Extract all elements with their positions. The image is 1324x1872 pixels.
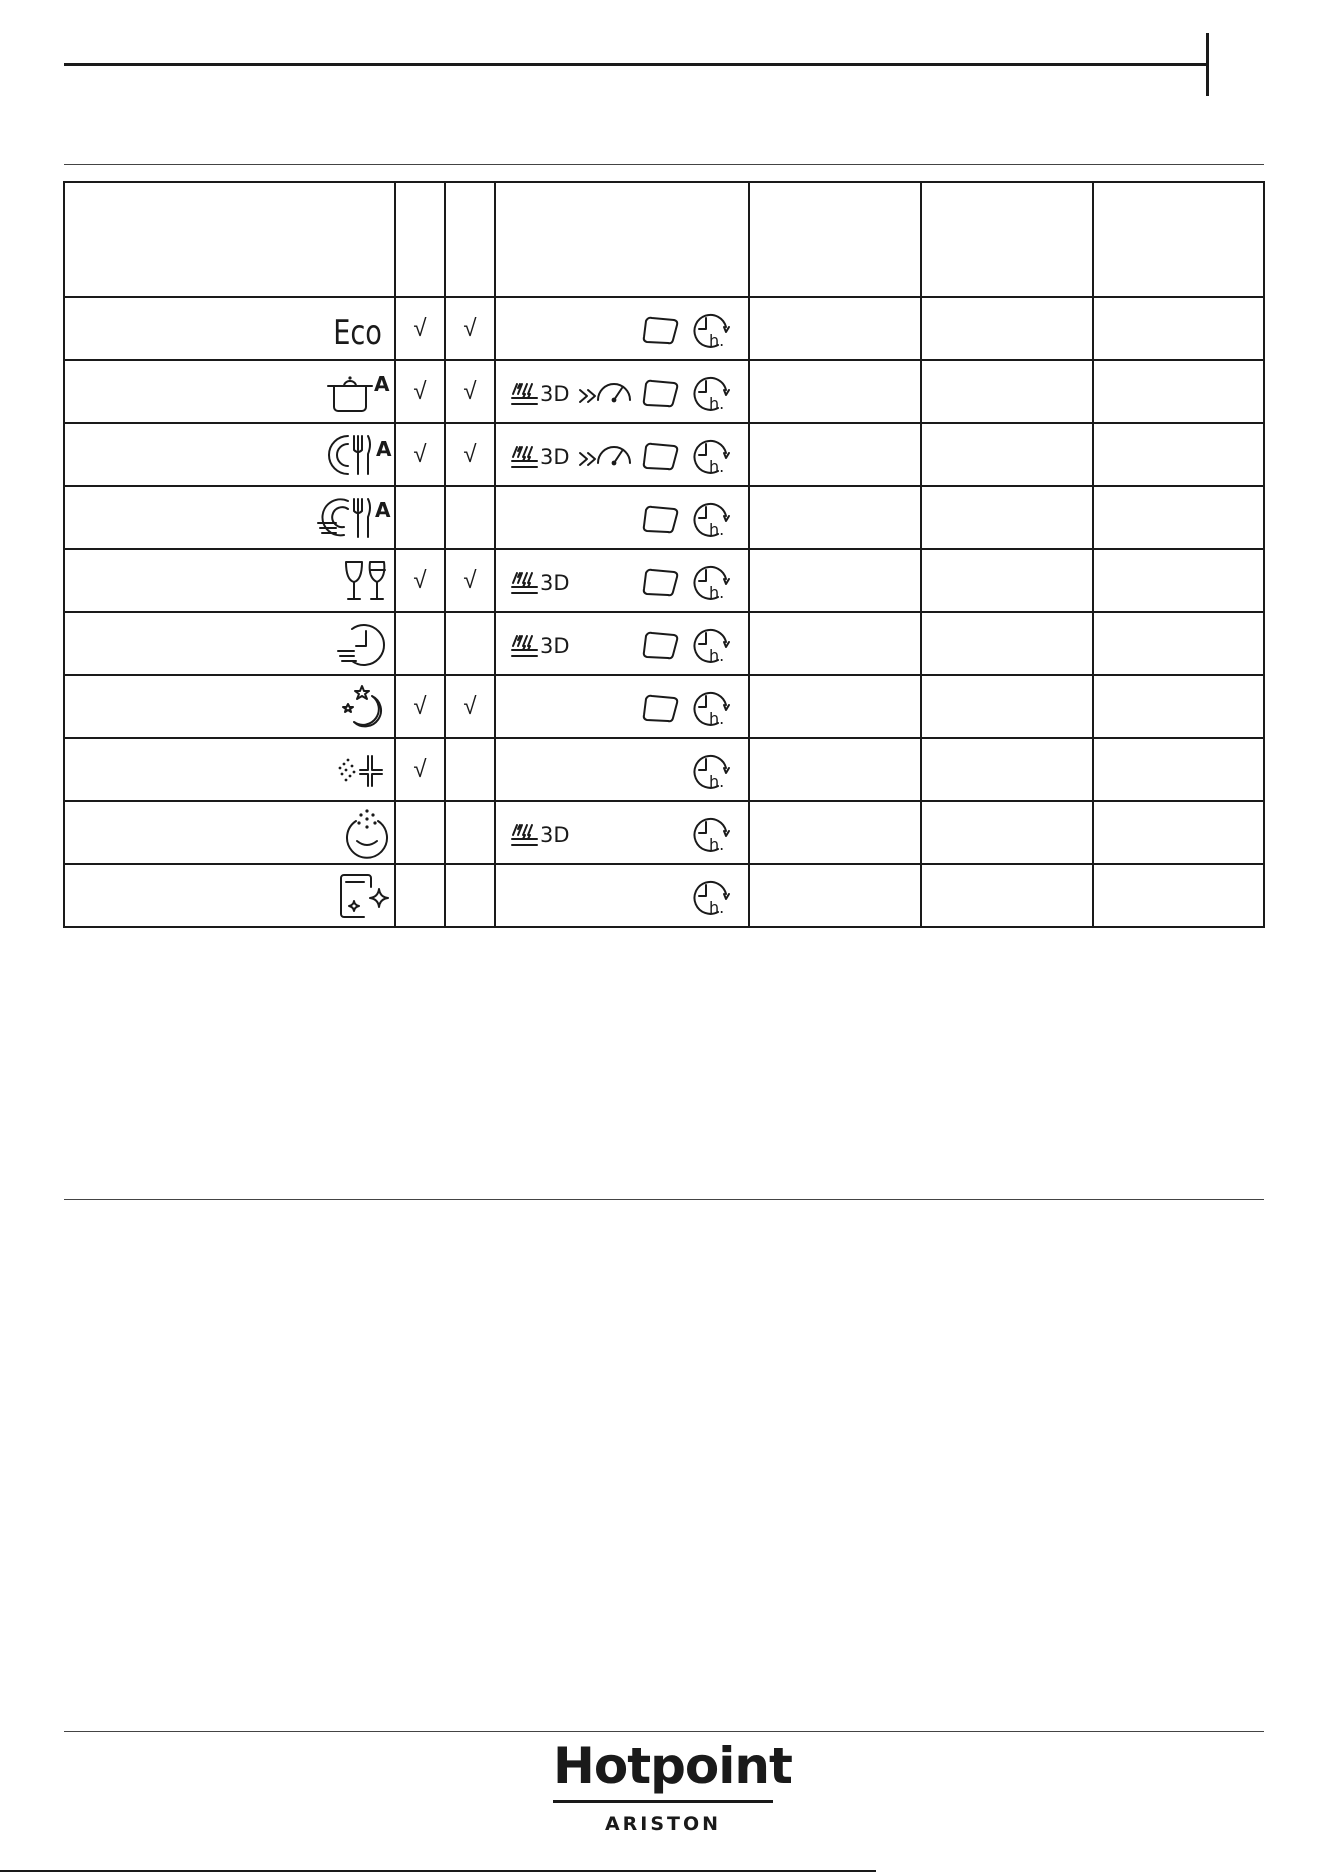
extra-dry-3d-icon xyxy=(509,439,577,473)
svg-text:3D: 3D xyxy=(540,633,570,658)
check-cell-a xyxy=(395,549,445,612)
check-mark: √ xyxy=(413,566,427,594)
header-cell-energy xyxy=(1093,182,1264,297)
svg-text:h.: h. xyxy=(709,771,725,790)
svg-text:h.: h. xyxy=(709,708,725,727)
check-cell-a xyxy=(395,612,445,675)
turbo-speed-icon xyxy=(578,439,638,473)
check-mark: √ xyxy=(463,377,477,405)
table-row xyxy=(64,486,1264,549)
options-cell xyxy=(495,360,749,423)
eco-icon xyxy=(330,307,394,351)
check-cell-b xyxy=(445,675,495,738)
header-cell-programme xyxy=(64,182,395,297)
check-cell-b xyxy=(445,612,495,675)
check-cell-b xyxy=(445,423,495,486)
tablet-icon xyxy=(640,565,682,599)
water-cell xyxy=(921,549,1093,612)
programme-cell xyxy=(64,801,395,864)
tablet-icon xyxy=(640,628,682,662)
energy-cell xyxy=(1093,864,1264,927)
table-header-row xyxy=(64,182,1264,297)
table-row xyxy=(64,549,1264,612)
svg-text:h.: h. xyxy=(709,897,725,916)
duration-cell xyxy=(749,549,921,612)
options-cell xyxy=(495,549,749,612)
delay-start-icon xyxy=(690,691,732,727)
energy-cell xyxy=(1093,360,1264,423)
duration-cell xyxy=(749,423,921,486)
check-cell-a xyxy=(395,360,445,423)
programme-cell xyxy=(64,612,395,675)
delay-start-icon xyxy=(690,502,732,538)
extra-dry-3d-icon xyxy=(509,565,577,599)
water-cell xyxy=(921,801,1093,864)
options-cell xyxy=(495,801,749,864)
delay-start-icon xyxy=(690,565,732,601)
delay-start-icon xyxy=(690,376,732,412)
footer-rule xyxy=(64,1731,1264,1732)
delay-start-icon xyxy=(690,754,732,790)
top-tick xyxy=(1206,33,1209,96)
programme-cell xyxy=(64,423,395,486)
check-cell-b xyxy=(445,549,495,612)
energy-cell xyxy=(1093,297,1264,360)
duration-cell xyxy=(749,612,921,675)
svg-text:h.: h. xyxy=(709,645,725,664)
check-mark: √ xyxy=(413,692,427,720)
check-cell-b xyxy=(445,297,495,360)
header-cell-options xyxy=(495,182,749,297)
check-cell-b xyxy=(445,738,495,801)
energy-cell xyxy=(1093,486,1264,549)
svg-text:A: A xyxy=(376,436,392,461)
svg-text:3D: 3D xyxy=(540,822,570,847)
programme-cell xyxy=(64,486,395,549)
section-rule-2 xyxy=(64,1199,1264,1200)
check-cell-a xyxy=(395,864,445,927)
table-row xyxy=(64,675,1264,738)
options-cell xyxy=(495,675,749,738)
svg-text:A: A xyxy=(375,497,391,522)
turbo-speed-icon xyxy=(578,376,638,410)
tablet-icon xyxy=(640,691,682,725)
svg-text:3D: 3D xyxy=(540,381,570,406)
energy-cell xyxy=(1093,612,1264,675)
check-mark: √ xyxy=(413,314,427,342)
check-cell-a xyxy=(395,675,445,738)
check-mark: √ xyxy=(413,755,427,783)
duration-cell xyxy=(749,801,921,864)
header-cell-duration xyxy=(749,182,921,297)
tablet-icon xyxy=(640,439,682,473)
svg-text:h.: h. xyxy=(709,519,725,538)
duration-cell xyxy=(749,360,921,423)
smile-bubbles-icon xyxy=(340,807,394,859)
pot-auto-icon xyxy=(324,369,394,415)
delay-start-icon xyxy=(690,880,732,916)
programme-cell xyxy=(64,675,395,738)
wine-glasses-icon xyxy=(340,558,394,604)
check-cell-a xyxy=(395,801,445,864)
check-mark: √ xyxy=(463,566,477,594)
options-cell xyxy=(495,738,749,801)
options-cell xyxy=(495,297,749,360)
energy-cell xyxy=(1093,423,1264,486)
programme-table xyxy=(63,181,1265,928)
water-cell xyxy=(921,738,1093,801)
section-rule-1 xyxy=(64,164,1264,165)
programme-cell xyxy=(64,360,395,423)
check-cell-b xyxy=(445,486,495,549)
svg-text:A: A xyxy=(374,371,390,396)
check-cell-a xyxy=(395,423,445,486)
brand-logo xyxy=(553,1737,792,1835)
tablet-icon xyxy=(640,313,682,347)
check-cell-b xyxy=(445,864,495,927)
energy-cell xyxy=(1093,801,1264,864)
duration-cell xyxy=(749,486,921,549)
delay-start-icon xyxy=(690,628,732,664)
header-cell-water xyxy=(921,182,1093,297)
top-rule xyxy=(64,63,1207,66)
rinse-spray-icon xyxy=(334,750,394,790)
programme-cell xyxy=(64,738,395,801)
programme-cell xyxy=(64,297,395,360)
programme-cell xyxy=(64,549,395,612)
options-cell xyxy=(495,423,749,486)
header-cell-a xyxy=(395,182,445,297)
water-cell xyxy=(921,360,1093,423)
duration-cell xyxy=(749,738,921,801)
header-cell-b xyxy=(445,182,495,297)
energy-cell xyxy=(1093,675,1264,738)
water-cell xyxy=(921,612,1093,675)
extra-dry-3d-icon xyxy=(509,376,577,410)
fast-clock-icon xyxy=(334,621,394,667)
extra-dry-3d-icon xyxy=(509,817,577,851)
check-mark: √ xyxy=(463,440,477,468)
svg-text:Eco: Eco xyxy=(333,312,382,351)
table-row xyxy=(64,360,1264,423)
water-cell xyxy=(921,486,1093,549)
svg-text:h.: h. xyxy=(709,330,725,349)
check-mark: √ xyxy=(463,314,477,342)
table-row xyxy=(64,864,1264,927)
check-cell-a xyxy=(395,738,445,801)
duration-cell xyxy=(749,864,921,927)
machine-sparkle-icon xyxy=(334,871,394,921)
check-mark: √ xyxy=(463,692,477,720)
check-mark: √ xyxy=(413,440,427,468)
water-cell xyxy=(921,423,1093,486)
table-row xyxy=(64,423,1264,486)
energy-cell xyxy=(1093,549,1264,612)
svg-text:h.: h. xyxy=(709,834,725,853)
water-cell xyxy=(921,675,1093,738)
plate-cutlery-auto-icon xyxy=(322,432,394,478)
energy-cell xyxy=(1093,738,1264,801)
delay-start-icon xyxy=(690,439,732,475)
table-row xyxy=(64,297,1264,360)
options-cell xyxy=(495,864,749,927)
moon-stars-icon xyxy=(336,684,394,730)
duration-cell xyxy=(749,297,921,360)
check-cell-a xyxy=(395,297,445,360)
table-row xyxy=(64,801,1264,864)
extra-dry-3d-icon xyxy=(509,628,577,662)
table-row xyxy=(64,738,1264,801)
check-cell-b xyxy=(445,801,495,864)
options-cell xyxy=(495,486,749,549)
svg-text:h.: h. xyxy=(709,456,725,475)
delay-start-icon xyxy=(690,313,732,349)
delay-start-icon xyxy=(690,817,732,853)
table-row xyxy=(64,612,1264,675)
svg-text:h.: h. xyxy=(709,393,725,412)
svg-text:h.: h. xyxy=(709,582,725,601)
brand-subname: ARISTON xyxy=(604,1813,722,1835)
svg-text:3D: 3D xyxy=(540,570,570,595)
plates-cutlery-auto-icon xyxy=(314,495,394,541)
brand-underline xyxy=(553,1800,773,1803)
duration-cell xyxy=(749,675,921,738)
check-cell-a xyxy=(395,486,445,549)
check-cell-b xyxy=(445,360,495,423)
programme-cell xyxy=(64,864,395,927)
options-cell xyxy=(495,612,749,675)
water-cell xyxy=(921,297,1093,360)
water-cell xyxy=(921,864,1093,927)
tablet-icon xyxy=(640,502,682,536)
check-mark: √ xyxy=(413,377,427,405)
brand-name: Hotpoint xyxy=(553,1737,792,1795)
tablet-icon xyxy=(640,376,682,410)
svg-text:3D: 3D xyxy=(540,444,570,469)
